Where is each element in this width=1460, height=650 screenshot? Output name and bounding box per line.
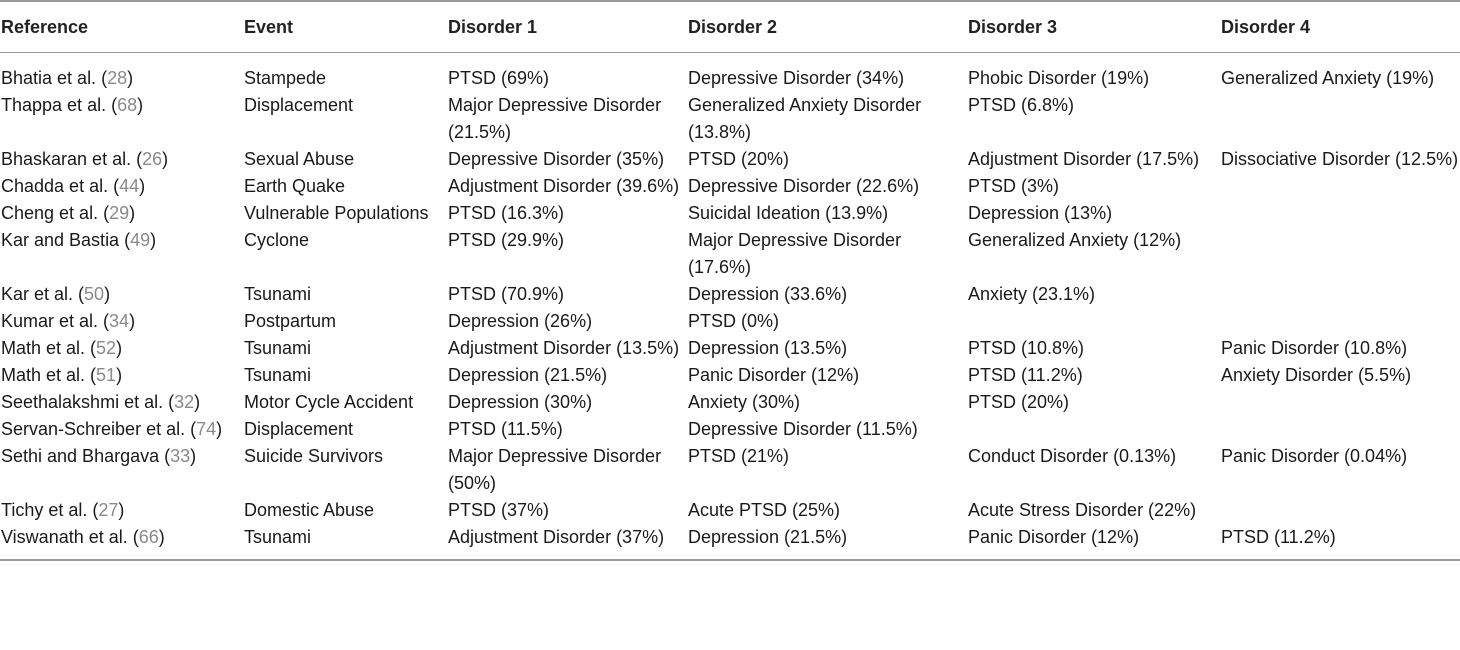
cell-reference: Cheng et al. (29): [1, 203, 136, 223]
reference-name: Cheng et al.: [1, 203, 99, 223]
cell-event: Vulnerable Populations: [244, 203, 429, 223]
table-header: [0, 1, 1460, 53]
citation-link[interactable]: 68: [117, 95, 138, 115]
reference-name: Seethalakshmi et al.: [1, 392, 164, 412]
table-row: [0, 92, 1460, 146]
cell-disorder-4: Panic Disorder (0.04%): [1221, 446, 1408, 466]
cell-disorder-2: Major Depressive Disorder (17.6%): [688, 230, 902, 277]
cell-disorder-3: Adjustment Disorder (17.5%): [968, 149, 1200, 169]
table-row: [0, 308, 1460, 335]
header-disorder-1: Disorder 1: [448, 16, 538, 37]
cell-event: Earth Quake: [244, 176, 346, 196]
cell-disorder-2: Depressive Disorder (34%): [688, 68, 905, 88]
cell-disorder-3: PTSD (6.8%): [968, 95, 1075, 115]
cell-event: Displacement: [244, 95, 354, 115]
table-row: [0, 524, 1460, 560]
cell-disorder-3: Acute Stress Disorder (22%): [968, 500, 1197, 520]
cell-reference: Servan-Schreiber et al. (74): [1, 419, 223, 439]
cell-disorder-4: [1220, 200, 1460, 227]
cell-event: Cyclone: [244, 230, 310, 250]
table-row: [0, 443, 1460, 497]
cell-disorder-2: Acute PTSD (25%): [688, 500, 841, 520]
cell-reference: Kar and Bastia (49): [1, 230, 157, 250]
cell-reference: Seethalakshmi et al. (32): [1, 392, 201, 412]
header-disorder-4: Disorder 4: [1221, 16, 1311, 37]
cell-reference: Tichy et al. (27): [1, 500, 125, 520]
cell-disorder-2: Depression (13.5%): [688, 338, 848, 358]
cell-disorder-4: Panic Disorder (10.8%): [1221, 338, 1408, 358]
citation-link[interactable]: 49: [130, 230, 151, 250]
cell-disorder-1: Depression (26%): [448, 311, 593, 331]
reference-name: Kar et al.: [1, 284, 74, 304]
reference-name: Sethi and Bhargava: [1, 446, 160, 466]
table-row: [0, 362, 1460, 389]
cell-reference: Viswanath et al. (66): [1, 527, 165, 547]
table-row: [0, 497, 1460, 524]
cell-disorder-4: Anxiety Disorder (5.5%): [1221, 365, 1412, 385]
citation-link[interactable]: 51: [96, 365, 117, 385]
cell-disorder-1: PTSD (37%): [448, 500, 550, 520]
reference-name: Math et al.: [1, 338, 86, 358]
cell-event: Tsunami: [244, 338, 312, 358]
cell-disorder-3: [967, 416, 1220, 443]
cell-disorder-4: [1220, 92, 1460, 146]
cell-disorder-4: [1220, 308, 1460, 335]
cell-reference: Kar et al. (50): [1, 284, 111, 304]
cell-disorder-4: Generalized Anxiety (19%): [1221, 68, 1435, 88]
reference-name: Viswanath et al.: [1, 527, 128, 547]
table-row: [0, 416, 1460, 443]
citation-link[interactable]: 44: [119, 176, 140, 196]
cell-disorder-2: Anxiety (30%): [688, 392, 801, 412]
cell-disorder-3: Panic Disorder (12%): [968, 527, 1140, 547]
cell-disorder-3: Generalized Anxiety (12%): [968, 230, 1182, 250]
cell-reference: Thappa et al. (68): [1, 95, 144, 115]
cell-event: Domestic Abuse: [244, 500, 375, 520]
cell-disorder-1: Adjustment Disorder (13.5%): [448, 338, 680, 358]
cell-disorder-3: PTSD (20%): [968, 392, 1070, 412]
header-disorder-2: Disorder 2: [688, 16, 778, 37]
cell-disorder-1: Depression (30%): [448, 392, 593, 412]
cell-disorder-2: Depression (33.6%): [688, 284, 848, 304]
cell-disorder-4: [1220, 227, 1460, 281]
cell-disorder-2: PTSD (21%): [688, 446, 790, 466]
cell-reference: Bhaskaran et al. (26): [1, 149, 169, 169]
cell-disorder-1: PTSD (69%): [448, 68, 550, 88]
reference-name: Kumar et al.: [1, 311, 99, 331]
cell-disorder-4: [1220, 281, 1460, 308]
reference-name: Servan-Schreiber et al.: [1, 419, 186, 439]
cell-disorder-1: Depression (21.5%): [448, 365, 608, 385]
table-body: [0, 53, 1460, 561]
cell-disorder-4: Dissociative Disorder (12.5%): [1221, 149, 1459, 169]
reference-name: Math et al.: [1, 365, 86, 385]
citation-link[interactable]: 50: [84, 284, 105, 304]
cell-disorder-2: Depressive Disorder (22.6%): [688, 176, 920, 196]
cell-disorder-1: Depressive Disorder (35%): [448, 149, 665, 169]
cell-reference: Bhatia et al. (28): [1, 68, 134, 88]
table-row: [0, 53, 1460, 93]
cell-disorder-1: PTSD (11.5%): [448, 419, 563, 439]
cell-disorder-4: [1220, 497, 1460, 524]
citation-link[interactable]: 34: [109, 311, 130, 331]
citation-link[interactable]: 27: [98, 500, 119, 520]
table-row: [0, 335, 1460, 362]
citation-link[interactable]: 32: [174, 392, 195, 412]
citation-link[interactable]: 33: [170, 446, 191, 466]
cell-disorder-2: Depression (21.5%): [688, 527, 848, 547]
cell-disorder-4: PTSD (11.2%): [1221, 527, 1336, 547]
table-row: [0, 173, 1460, 200]
reference-name: Bhatia et al.: [1, 68, 97, 88]
reference-name: Thappa et al.: [1, 95, 107, 115]
cell-disorder-3: PTSD (10.8%): [968, 338, 1085, 358]
table-row: [0, 281, 1460, 308]
cell-reference: Sethi and Bhargava (33): [1, 446, 197, 466]
citation-link[interactable]: 26: [142, 149, 163, 169]
cell-disorder-4: [1220, 173, 1460, 200]
header-reference: Reference: [1, 16, 89, 37]
table-row: [0, 200, 1460, 227]
cell-disorder-4: [1220, 389, 1460, 416]
cell-disorder-2: Panic Disorder (12%): [688, 365, 860, 385]
cell-disorder-3: Anxiety (23.1%): [968, 284, 1096, 304]
cell-event: Motor Cycle Accident: [244, 392, 414, 412]
cell-disorder-1: Adjustment Disorder (39.6%): [448, 176, 680, 196]
cell-disorder-3: Conduct Disorder (0.13%): [968, 446, 1177, 466]
citation-link[interactable]: 66: [138, 527, 159, 547]
header-event: Event: [244, 16, 294, 37]
cell-disorder-1: Major Depressive Disorder (21.5%): [448, 95, 662, 142]
cell-event: Stampede: [244, 68, 327, 88]
cell-disorder-2: PTSD (20%): [688, 149, 790, 169]
cell-event: Tsunami: [244, 284, 312, 304]
cell-event: Tsunami: [244, 365, 312, 385]
citation-link[interactable]: 52: [96, 338, 117, 358]
header-disorder-3: Disorder 3: [968, 16, 1058, 37]
cell-disorder-3: PTSD (3%): [968, 176, 1060, 196]
cell-disorder-3: Phobic Disorder (19%): [968, 68, 1150, 88]
reference-name: Tichy et al.: [1, 500, 88, 520]
reference-name: Bhaskaran et al.: [1, 149, 132, 169]
cell-disorder-2: PTSD (0%): [688, 311, 780, 331]
cell-reference: Kumar et al. (34): [1, 311, 136, 331]
cell-event: Suicide Survivors: [244, 446, 384, 466]
cell-event: Tsunami: [244, 527, 312, 547]
citation-link[interactable]: 29: [109, 203, 130, 223]
cell-disorder-2: Suicidal Ideation (13.9%): [688, 203, 889, 223]
cell-event: Displacement: [244, 419, 354, 439]
cell-disorder-1: PTSD (70.9%): [448, 284, 565, 304]
table-row: [0, 227, 1460, 281]
cell-reference: Chadda et al. (44): [1, 176, 146, 196]
header-row: [0, 1, 1460, 53]
table-row: [0, 146, 1460, 173]
cell-disorder-1: PTSD (29.9%): [448, 230, 565, 250]
cell-disorder-1: PTSD (16.3%): [448, 203, 565, 223]
cell-disorder-4: [1220, 416, 1460, 443]
reference-name: Kar and Bastia: [1, 230, 120, 250]
cell-disorder-2: Depressive Disorder (11.5%): [688, 419, 918, 439]
cell-disorder-3: Depression (13%): [968, 203, 1113, 223]
cell-disorder-1: Adjustment Disorder (37%): [448, 527, 665, 547]
citation-link[interactable]: 74: [196, 419, 217, 439]
cell-reference: Math et al. (51): [1, 365, 123, 385]
cell-disorder-2: Generalized Anxiety Disorder (13.8%): [688, 95, 922, 142]
table-row: [0, 389, 1460, 416]
reference-name: Chadda et al.: [1, 176, 109, 196]
cell-event: Sexual Abuse: [244, 149, 355, 169]
cell-event: Postpartum: [244, 311, 337, 331]
citation-link[interactable]: 28: [107, 68, 128, 88]
cell-disorder-1: Major Depressive Disorder (50%): [448, 446, 662, 493]
cell-reference: Math et al. (52): [1, 338, 123, 358]
cell-disorder-3: PTSD (11.2%): [968, 365, 1083, 385]
cell-disorder-3: [967, 308, 1220, 335]
